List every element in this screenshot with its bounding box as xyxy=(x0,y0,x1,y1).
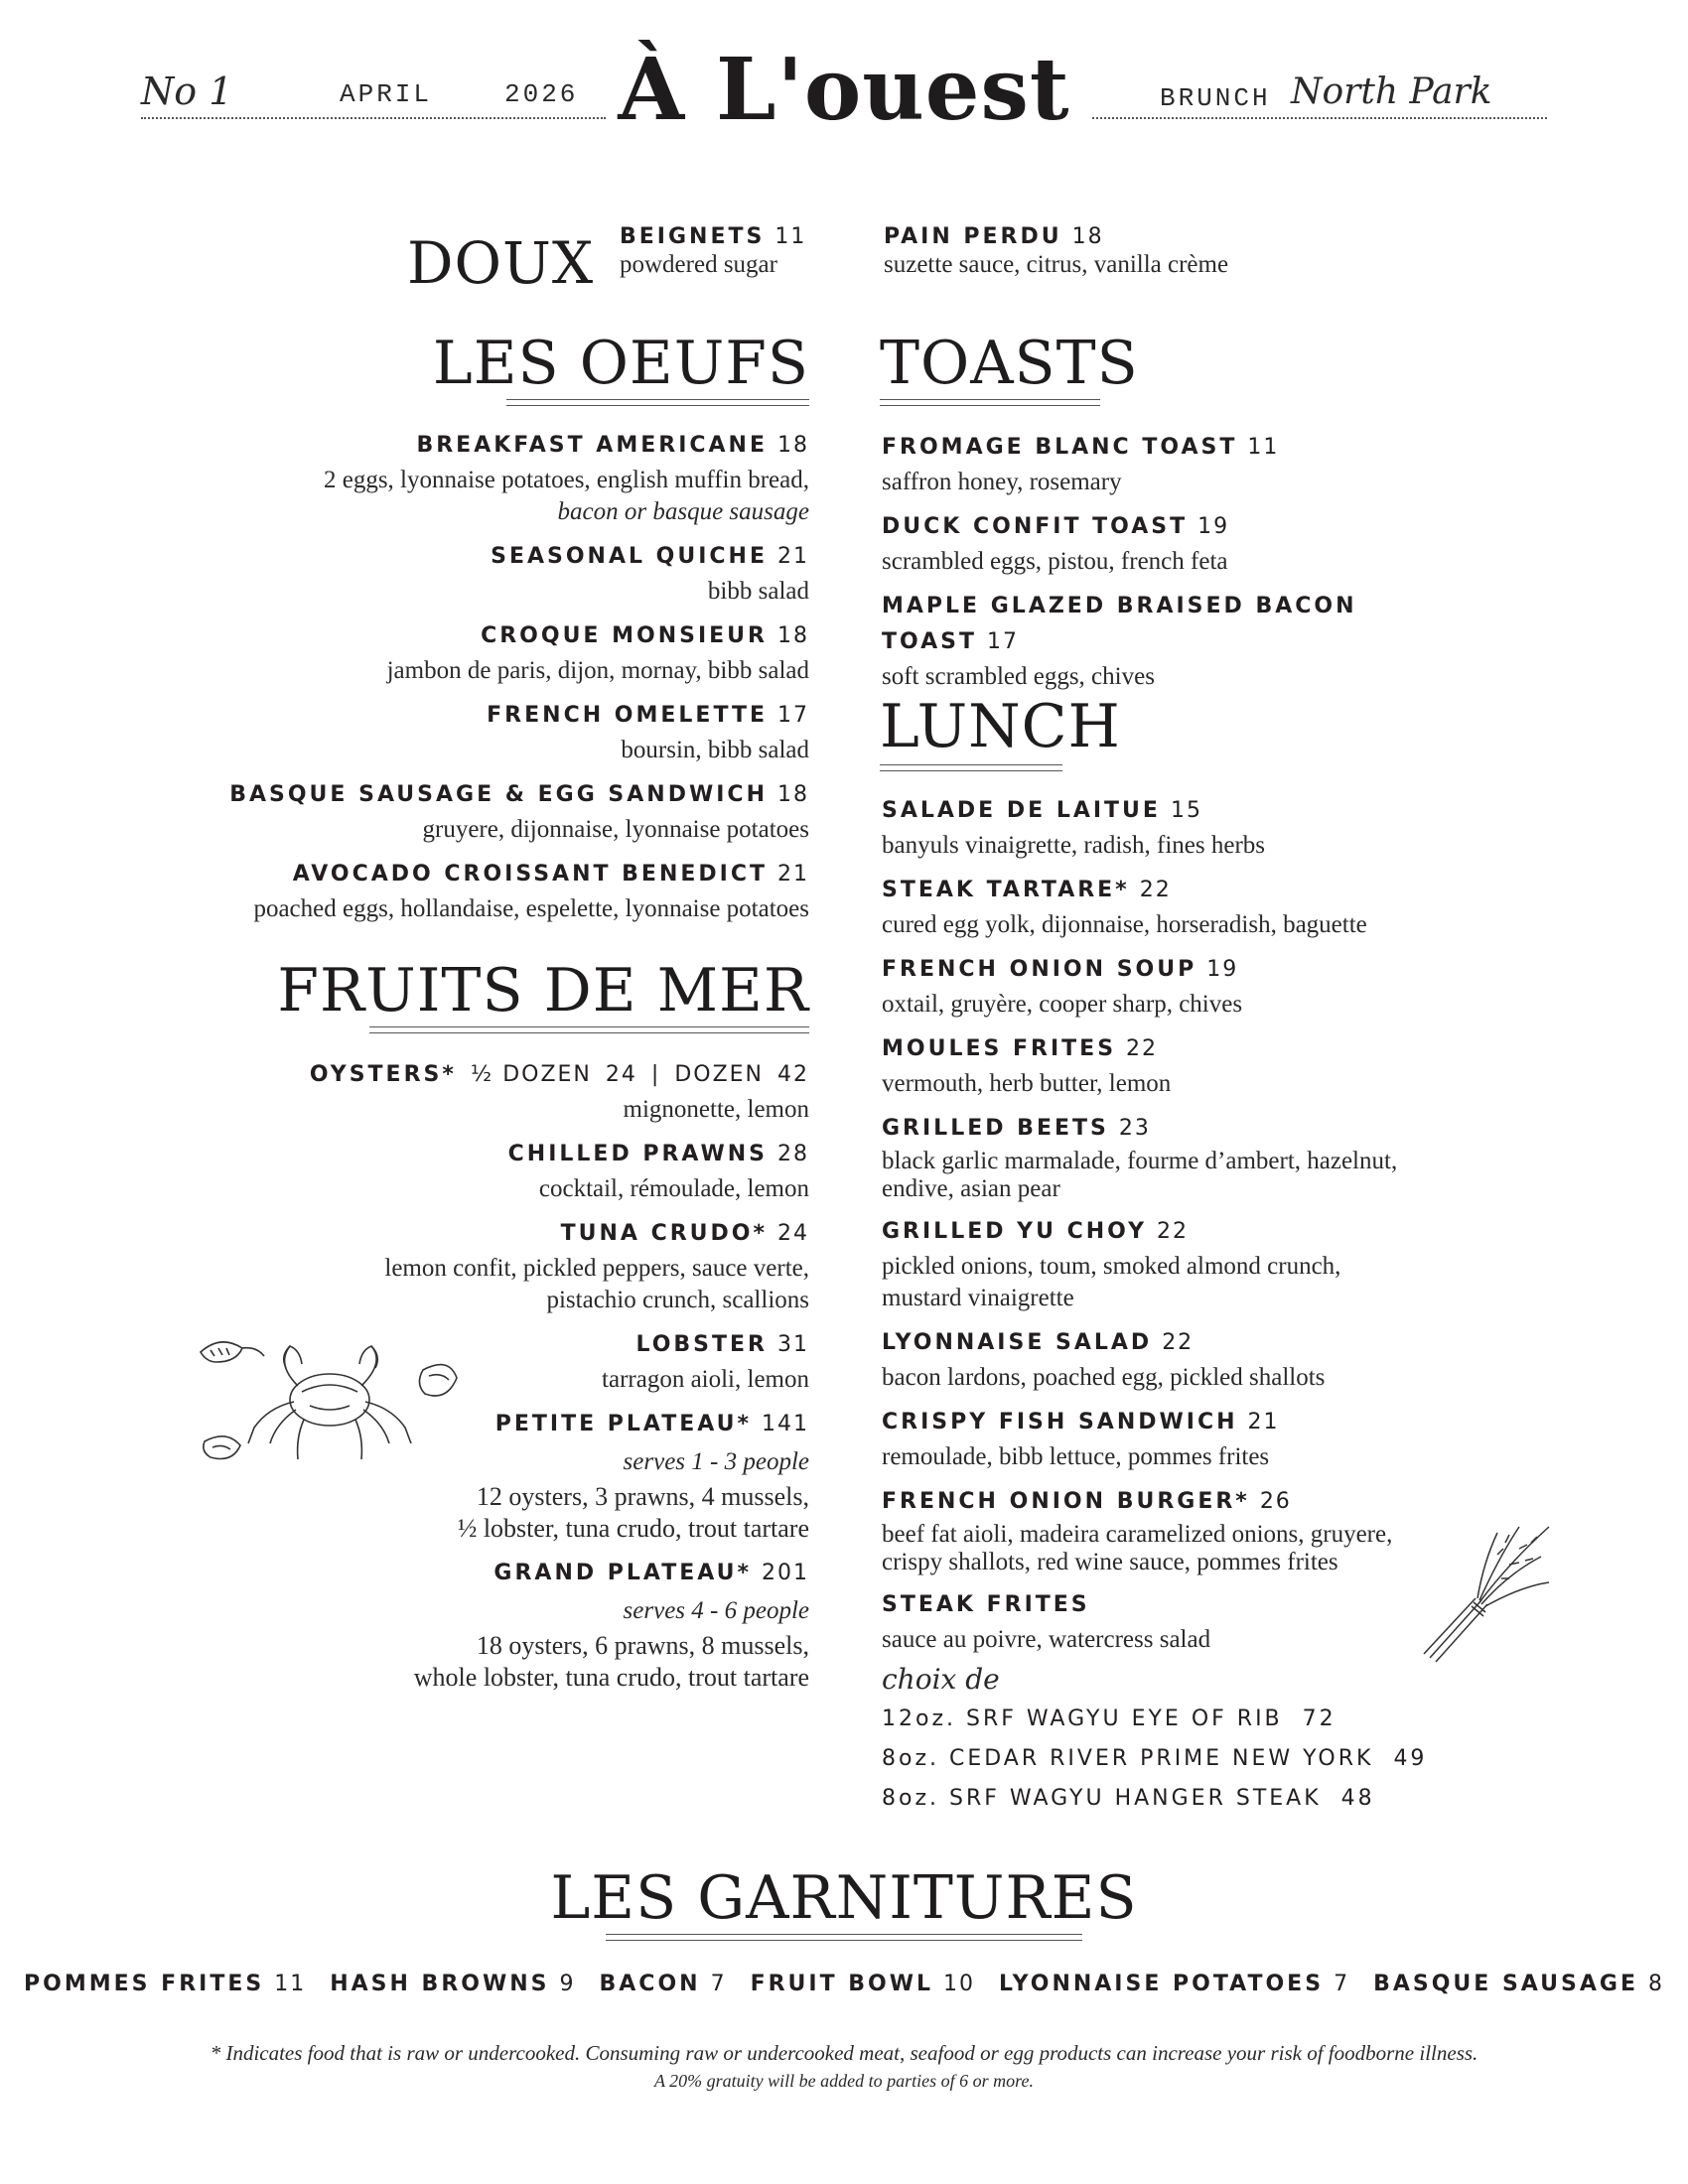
service-label: BRUNCH xyxy=(1160,83,1271,113)
item-description: remoulade, bibb lettuce, pommes frites xyxy=(882,1443,1270,1470)
item-description: powdered sugar xyxy=(620,251,777,278)
item-description-line2: mustard vinaigrette xyxy=(882,1285,1074,1311)
item-description: cocktail, rémoulade, lemon xyxy=(538,1175,809,1202)
menu-item-oysters xyxy=(149,1058,809,1126)
item-price: 18 xyxy=(777,433,809,458)
section-rule xyxy=(369,1026,809,1033)
item-name: MOULES FRITES xyxy=(882,1036,1117,1061)
menu-item xyxy=(149,699,809,766)
item-price: 28 xyxy=(777,1142,809,1166)
menu-item xyxy=(149,778,809,846)
item-price: 26 xyxy=(1259,1489,1292,1514)
menu-item xyxy=(882,1032,1477,1100)
item-description: boursin, bibb salad xyxy=(621,737,809,763)
section-rule xyxy=(880,399,1100,406)
item-description: tarragon aioli, lemon xyxy=(602,1366,809,1393)
item-price: 8 xyxy=(1647,1972,1664,1996)
item-price: 22 xyxy=(1157,1219,1190,1244)
side-item xyxy=(1373,1972,1664,1996)
item-description-line2: whole lobster, tuna crudo, trout tartare xyxy=(413,1663,809,1692)
item-name: CROQUE MONSIEUR xyxy=(481,623,768,648)
item-description: 12 oysters, 3 prawns, 4 mussels, xyxy=(476,1482,809,1511)
raw-food-disclaimer: * Indicates food that is raw or undercooked. Consuming raw or undercooked meat, seafood or egg products can increase your risk of foodborne illness. xyxy=(210,2041,1478,2065)
menu-item xyxy=(882,431,1477,498)
toasts-list xyxy=(882,431,1477,705)
item-name: PAIN PERDU xyxy=(884,224,1062,249)
item-price: 17 xyxy=(987,629,1019,654)
item-description-line2: ½ lobster, tuna crudo, trout tartare xyxy=(457,1514,809,1543)
item-name: BASQUE SAUSAGE xyxy=(1373,1972,1638,1996)
menu-item xyxy=(149,1557,809,1694)
item-name: FRENCH OMELETTE xyxy=(487,703,768,728)
section-rule xyxy=(606,1934,1082,1941)
item-name: DUCK CONFIT TOAST xyxy=(882,514,1189,539)
item-serves: serves 4 - 6 people xyxy=(623,1597,809,1624)
cut-name: 12oz. SRF WAGYU EYE OF RIB xyxy=(882,1706,1283,1731)
item-price: 18 xyxy=(1071,224,1104,249)
item-note: bacon or basque sausage xyxy=(557,498,809,525)
menu-item xyxy=(149,540,809,608)
oeufs-list xyxy=(149,429,809,937)
menu-item xyxy=(882,1406,1477,1473)
item-name: POMMES FRITES xyxy=(24,1972,265,1996)
menu-item xyxy=(882,1588,1477,1656)
item-price: 141 xyxy=(762,1412,809,1436)
section-title-doux: DOUX xyxy=(407,229,595,297)
oysters-half-price: 24 xyxy=(605,1062,637,1087)
item-name: MAPLE GLAZED BRAISED BACON TOAST xyxy=(882,594,1357,654)
item-price: 7 xyxy=(1334,1972,1350,1996)
issue-year: 2026 xyxy=(504,79,579,109)
item-description: gruyere, dijonnaise, lyonnaise potatoes xyxy=(422,816,809,843)
side-item xyxy=(999,1972,1350,1996)
section-title-fruits-de-mer: FRUITS DE MER xyxy=(277,956,809,1025)
item-description: black garlic marmalade, fourme d’ambert, hazelnut, xyxy=(882,1148,1398,1174)
item-name: TUNA CRUDO* xyxy=(560,1221,768,1246)
section-title-oeufs: LES OEUFS xyxy=(432,329,809,398)
steak-cut xyxy=(882,1739,1477,1779)
oysters-half-label: ½ DOZEN xyxy=(470,1062,592,1087)
side-item xyxy=(750,1972,976,1996)
cut-price: 49 xyxy=(1393,1746,1428,1771)
restaurant-logo: À L'ouest xyxy=(618,40,1070,140)
section-rule xyxy=(506,399,809,406)
menu-item xyxy=(882,794,1477,862)
gratuity-note: A 20% gratuity will be added to parties of 6 or more. xyxy=(654,2071,1034,2091)
item-name: FROMAGE BLANC TOAST xyxy=(882,435,1238,460)
item-name: OYSTERS* xyxy=(309,1062,457,1087)
item-name: LYONNAISE POTATOES xyxy=(999,1972,1325,1996)
item-description: suzette sauce, citrus, vanilla crème xyxy=(884,251,1229,278)
seafood-illustration xyxy=(191,1330,469,1479)
item-name: BACON xyxy=(599,1972,701,1996)
item-description: vermouth, herb butter, lemon xyxy=(882,1070,1172,1097)
section-rule xyxy=(880,764,1062,771)
item-price: 7 xyxy=(710,1972,727,1996)
item-description-line2: endive, asian pear xyxy=(882,1175,1060,1202)
item-description: bibb salad xyxy=(707,578,809,605)
item-description-line2: pistachio crunch, scallions xyxy=(546,1287,809,1313)
item-price: 22 xyxy=(1126,1036,1159,1061)
item-description: cured egg yolk, dijonnaise, horseradish, baguette xyxy=(882,911,1367,938)
menu-item xyxy=(149,429,809,528)
item-price: 22 xyxy=(1162,1330,1195,1355)
location-label: North Park xyxy=(1291,71,1492,112)
item-name: BASQUE SAUSAGE & EGG SANDWICH xyxy=(229,782,768,807)
item-description: mignonette, lemon xyxy=(623,1096,809,1123)
item-price: 21 xyxy=(1247,1410,1280,1434)
menu-item xyxy=(149,858,809,925)
steak-cut xyxy=(882,1779,1477,1819)
herb-bundle-illustration xyxy=(1410,1519,1559,1668)
item-description-line2: crispy shallots, red wine sauce, pommes frites xyxy=(882,1549,1338,1575)
menu-item xyxy=(882,1326,1477,1394)
item-description: sauce au poivre, watercress salad xyxy=(882,1626,1211,1653)
section-title-lunch: LUNCH xyxy=(880,692,1121,761)
item-name: LYONNAISE SALAD xyxy=(882,1330,1153,1355)
menu-item xyxy=(882,590,1477,693)
side-item xyxy=(24,1972,307,1996)
item-description: saffron honey, rosemary xyxy=(882,469,1122,495)
item-name: SALADE DE LAITUE xyxy=(882,798,1161,823)
item-name: PETITE PLATEAU* xyxy=(494,1412,752,1436)
section-title-toasts: TOASTS xyxy=(880,329,1139,398)
item-name: FRENCH ONION SOUP xyxy=(882,957,1197,982)
item-price: 201 xyxy=(762,1561,809,1585)
cut-name: 8oz. CEDAR RIVER PRIME NEW YORK xyxy=(882,1746,1374,1771)
menu-item xyxy=(620,224,806,281)
item-description: poached eggs, hollandaise, espelette, lyonnaise potatoes xyxy=(253,895,809,922)
item-price: 17 xyxy=(777,703,809,728)
side-item xyxy=(330,1972,576,1996)
item-price: 10 xyxy=(943,1972,976,1996)
oysters-dozen-label: DOZEN xyxy=(674,1062,764,1087)
item-description: banyuls vinaigrette, radish, fines herbs xyxy=(882,832,1266,859)
issue-month: APRIL xyxy=(340,79,433,109)
item-name: FRUIT BOWL xyxy=(750,1972,934,1996)
header-rule-right xyxy=(1092,117,1547,119)
item-name: FRENCH ONION BURGER* xyxy=(882,1489,1250,1514)
choix-label: choix de xyxy=(882,1663,1000,1696)
oysters-separator: | xyxy=(650,1062,661,1087)
item-price: 21 xyxy=(777,544,809,569)
item-description: beef fat aioli, madeira caramelized onions, gruyere, xyxy=(882,1521,1393,1548)
menu-item xyxy=(149,1138,809,1205)
item-name: AVOCADO CROISSANT BENEDICT xyxy=(292,862,768,887)
menu-item xyxy=(149,1217,809,1316)
menu-item xyxy=(882,874,1477,941)
menu-item xyxy=(149,619,809,687)
menu-item xyxy=(882,953,1477,1021)
section-title-garnitures: LES GARNITURES xyxy=(550,1863,1138,1933)
item-price: 22 xyxy=(1139,878,1172,902)
menu-item xyxy=(882,510,1477,578)
item-name: GRILLED YU CHOY xyxy=(882,1219,1148,1244)
menu-item xyxy=(882,1485,1477,1576)
cut-price: 48 xyxy=(1340,1786,1375,1811)
item-price: 23 xyxy=(1118,1116,1151,1141)
side-item xyxy=(599,1972,727,1996)
item-price: 21 xyxy=(777,862,809,887)
item-name: HASH BROWNS xyxy=(330,1972,550,1996)
item-price: 18 xyxy=(777,623,809,648)
garnitures-list xyxy=(0,1972,1688,1996)
item-name: CHILLED PRAWNS xyxy=(507,1142,768,1166)
item-price: 9 xyxy=(559,1972,576,1996)
item-price: 11 xyxy=(274,1972,307,1996)
item-description: 18 oysters, 6 prawns, 8 mussels, xyxy=(476,1631,809,1660)
menu-item xyxy=(882,1112,1477,1203)
item-price: 18 xyxy=(777,782,809,807)
item-price: 11 xyxy=(1247,435,1280,460)
item-price: 11 xyxy=(774,224,807,249)
item-price: 24 xyxy=(777,1221,809,1246)
item-price: 15 xyxy=(1170,798,1202,823)
item-name: GRAND PLATEAU* xyxy=(493,1561,752,1585)
steak-cut xyxy=(882,1700,1477,1739)
item-name: LOBSTER xyxy=(635,1332,768,1357)
oysters-dozen-price: 42 xyxy=(777,1062,809,1087)
menu-item xyxy=(884,224,1228,281)
cut-name: 8oz. SRF WAGYU HANGER STEAK xyxy=(882,1786,1322,1811)
item-price: 19 xyxy=(1197,514,1230,539)
item-description: soft scrambled eggs, chives xyxy=(882,663,1155,690)
item-serves: serves 1 - 3 people xyxy=(623,1448,809,1475)
cut-price: 72 xyxy=(1302,1706,1336,1731)
item-description: oxtail, gruyère, cooper sharp, chives xyxy=(882,991,1243,1018)
item-name: STEAK FRITES xyxy=(882,1592,1090,1617)
item-description: jambon de paris, dijon, mornay, bibb salad xyxy=(386,657,809,684)
item-name: CRISPY FISH SANDWICH xyxy=(882,1410,1238,1434)
item-description: bacon lardons, poached egg, pickled shallots xyxy=(882,1364,1326,1391)
item-name: STEAK TARTARE* xyxy=(882,878,1130,902)
item-name: GRILLED BEETS xyxy=(882,1116,1109,1141)
item-price: 19 xyxy=(1206,957,1239,982)
item-name: SEASONAL QUICHE xyxy=(491,544,768,569)
item-name: BREAKFAST AMERICANE xyxy=(416,433,768,458)
item-description: pickled onions, toum, smoked almond crunch, xyxy=(882,1253,1341,1280)
item-description: lemon confit, pickled peppers, sauce verte, xyxy=(384,1255,809,1282)
item-description: scrambled eggs, pistou, french feta xyxy=(882,548,1228,575)
item-description: 2 eggs, lyonnaise potatoes, english muffin bread, xyxy=(323,467,809,493)
lunch-list xyxy=(882,794,1477,1819)
issue-number: No 1 xyxy=(141,69,233,113)
item-name: BEIGNETS xyxy=(620,224,766,249)
menu-item xyxy=(882,1215,1477,1314)
item-price: 31 xyxy=(777,1332,809,1357)
